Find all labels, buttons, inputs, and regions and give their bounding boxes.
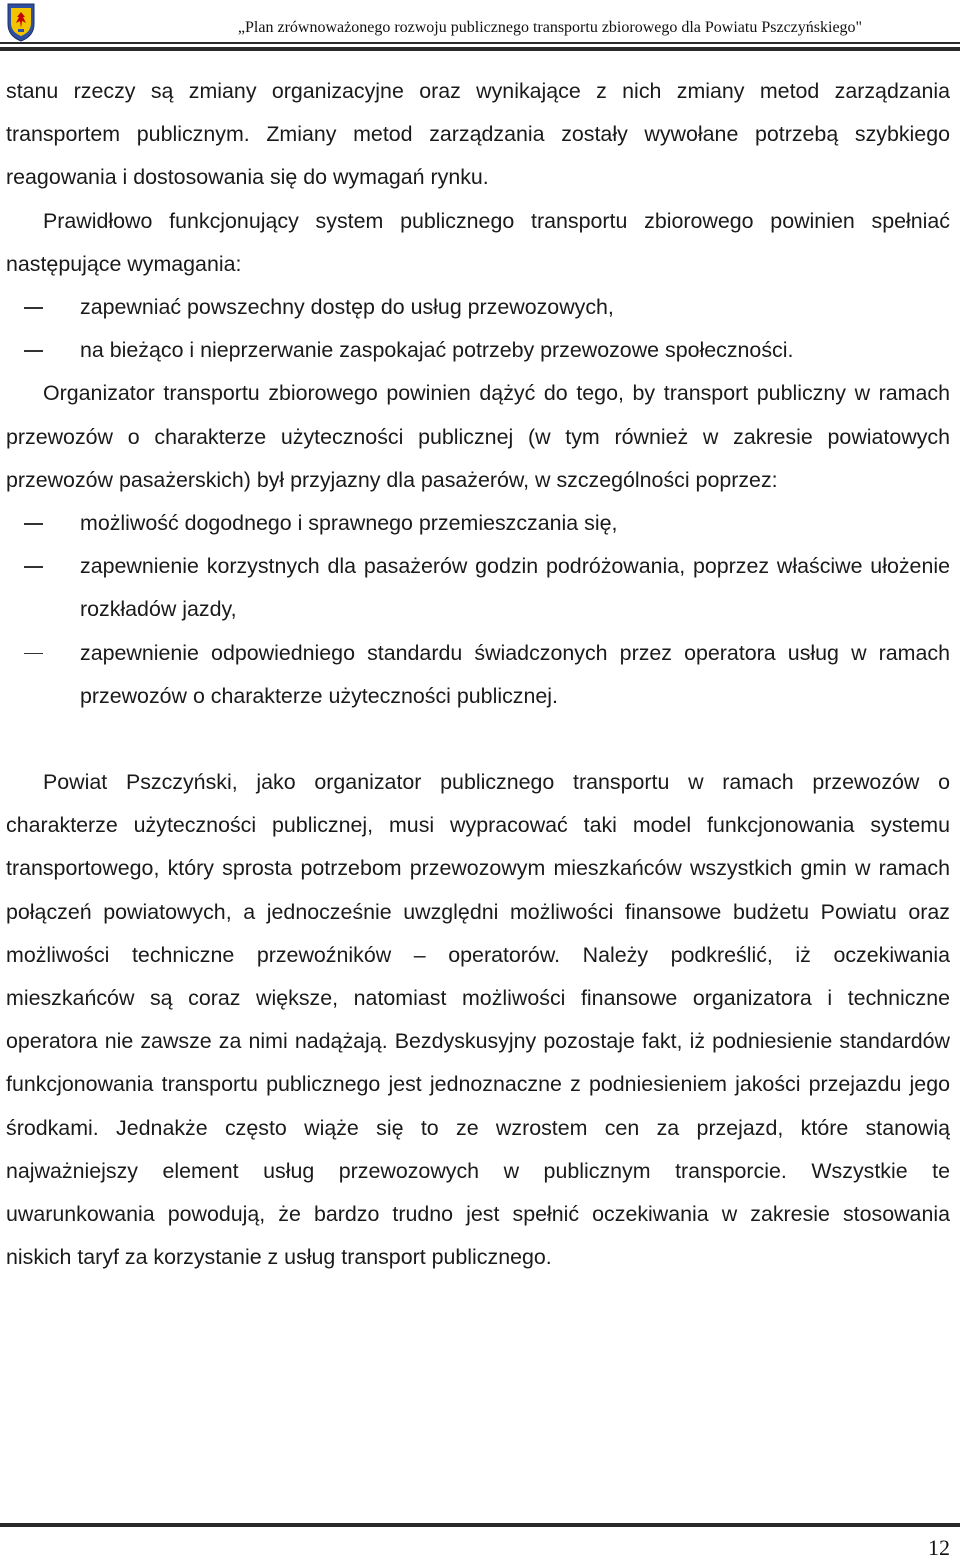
document-title: „Plan zrównoważonego rozwoju publicznego transportu zbiorowego dla Powiatu Pszczyńskiego" [237, 19, 863, 36]
dash-bullet-icon [24, 566, 43, 568]
list-item: zapewniać powszechny dostęp do usług przewozowych, [6, 286, 950, 329]
list-item: możliwość dogodnego i sprawnego przemieszczania się, [6, 502, 950, 545]
dash-bullet-icon [24, 307, 43, 309]
paragraph-organizer-goals: Organizator transportu zbiorowego powinien dążyć do tego, by transport publiczny w ramach przewozów o charakterze użyteczności publicznej (w tym również w zakresie powiatowych przewozów pasażerskich) był przyjazny dla pasażerów, w szczególności poprzez: [6, 381, 950, 492]
list-item: zapewnienie odpowiedniego standardu świadczonych przez operatora usług w ramach przewozów o charakterze użyteczności publicznej. [6, 632, 950, 718]
dash-bullet-icon [24, 653, 43, 655]
header-divider-thin [0, 42, 960, 44]
list-item: zapewnienie korzystnych dla pasażerów godzin podróżowania, poprzez właściwe ułożenie rozkładów jazdy, [6, 545, 950, 631]
requirements-list [6, 286, 950, 372]
dash-bullet-icon [24, 350, 43, 352]
page-header [0, 0, 960, 52]
page-number: 12 [928, 1535, 950, 1560]
paragraph-requirements-intro: Prawidłowo funkcjonujący system publicznego transportu zbiorowego powinien spełniać następujące wymagania: [6, 208, 950, 276]
paragraph-spacer [6, 718, 950, 761]
paragraph-continued: stanu rzeczy są zmiany organizacyjne oraz wynikające z nich zmiany metod zarządzania transportem publicznym. Zmiany metod zarządzania zostały wywołane potrzebą szybkiego reagowania i dostosowania się do wymagań rynku. [6, 79, 950, 190]
coat-of-arms-icon [6, 2, 36, 42]
header-divider-thick [0, 47, 960, 51]
page-body [6, 70, 950, 1279]
footer-divider [0, 1523, 960, 1527]
dash-bullet-icon [24, 523, 43, 525]
paragraph-powiat-model: Powiat Pszczyński, jako organizator publicznego transportu w ramach przewozów o charakterze użyteczności publicznej, musi wypracować taki model funkcjonowania systemu transportowego, który sprosta potrzebom przewozowym mieszkańców wszystkich gmin w ramach połączeń powiatowych, a jednocześnie uwzględni możliwości finansowe budżetu Powiatu oraz możliwości techniczne przewoźników – operatorów. Należy podkreślić, iż oczekiwania mieszkańców są coraz większe, natomiast możliwości finansowe organizatora i techniczne operatora nie zawsze za nimi nadążają. Bezdyskusyjny pozostaje fakt, iż podniesienie standardów funkcjonowania transportu publicznego jest jednoznaczne z podniesieniem jakości przejazdu jego środkami. Jednakże często wiąże się to ze wzrostem cen za przejazd, które stanowią najważniejszy element usług przewozowych w publicznym transporcie. Wszystkie te uwarunkowania powodują, że bardzo trudno jest spełnić oczekiwania w zakresie stosowania niskich taryf za korzystanie z usług transport publicznego. [6, 770, 950, 1270]
passenger-friendly-list [6, 502, 950, 718]
list-item: na bieżąco i nieprzerwanie zaspokajać potrzeby przewozowe społeczności. [6, 329, 950, 372]
